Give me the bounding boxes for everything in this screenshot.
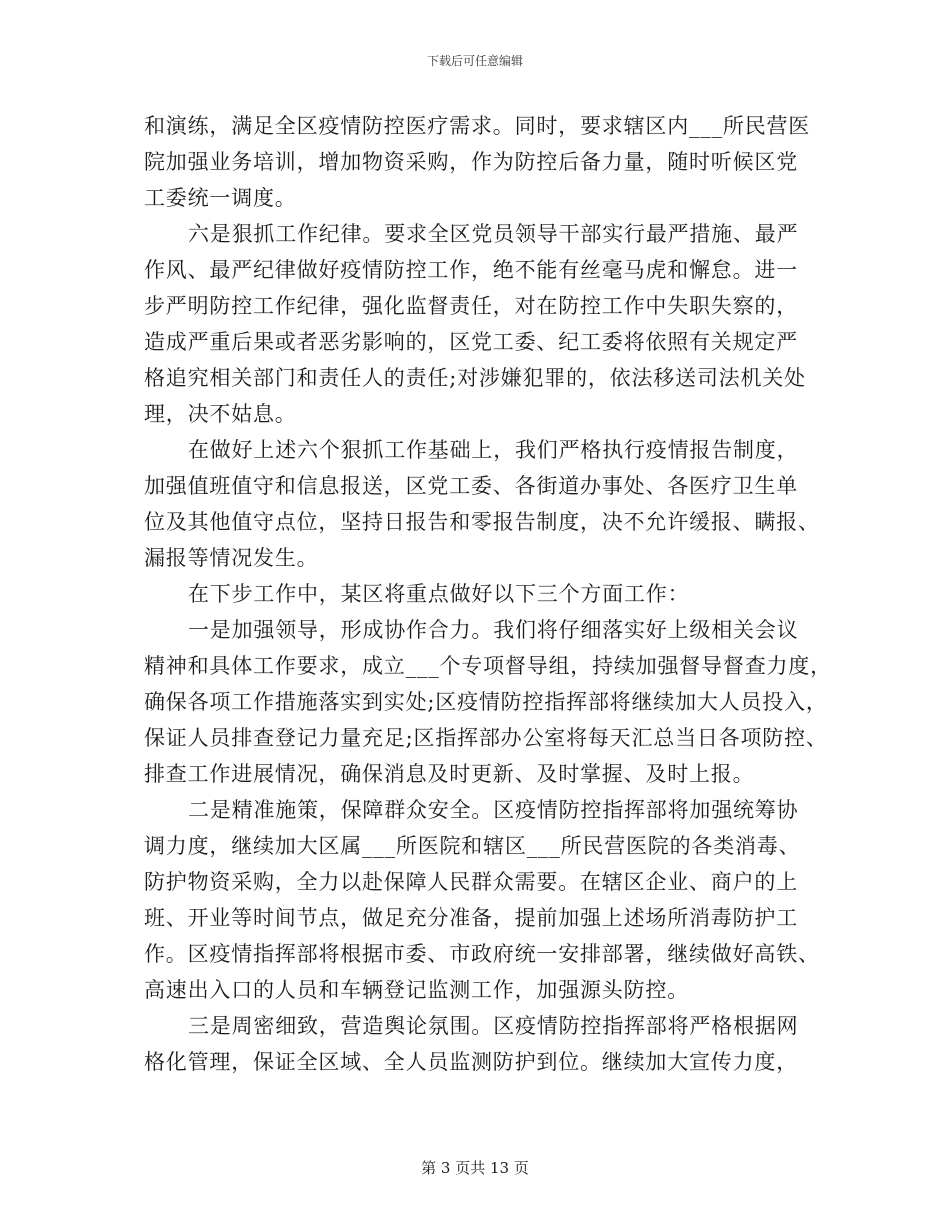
text-line: 一是加强领导，形成协作合力。我们将仔细落实好上级相关会议 <box>188 618 799 642</box>
text-line: 六是狠抓工作纪律。要求全区党员领导干部实行最严措施、最严 <box>188 222 799 246</box>
text-line: 和演练，满足全区疫情防控医疗需求。同时，要求辖区内___所民营医 <box>144 114 811 138</box>
page-footer: 第 3 页共 13 页 <box>421 1159 529 1177</box>
page-header: 下载后可任意编辑 <box>426 54 523 68</box>
text-line: 防护物资采购，全力以赴保障人民群众需要。在辖区企业、商户的上 <box>144 870 798 894</box>
text-line: 二是精准施策，保障群众安全。区疫情防控指挥部将加强统筹协 <box>188 798 799 822</box>
text-line: 作风、最严纪律做好疫情防控工作，绝不能有丝毫马虎和懈怠。进一 <box>144 258 798 282</box>
text-line: 加强值班值守和信息报送，区党工委、各街道办事处、各医疗卫生单 <box>144 474 798 498</box>
text-line: 造成严重后果或者恶劣影响的，区党工委、纪工委将依照有关规定严 <box>144 330 798 354</box>
text-line: 班、开业等时间节点，做足充分准备，提前加强上述场所消毒防护工 <box>144 906 798 930</box>
text-line: 格追究相关部门和责任人的责任;对涉嫌犯罪的，依法移送司法机关处 <box>144 366 806 390</box>
text-line: 理，决不姑息。 <box>144 402 297 426</box>
document-body <box>144 108 832 1080</box>
text-line: 作。区疫情指挥部将根据市委、市政府统一安排部署，继续做好高铁、 <box>144 942 820 966</box>
text-line: 排查工作进展情况，确保消息及时更新、及时掌握、及时上报。 <box>144 762 755 786</box>
text-line: 三是周密细致，营造舆论氛围。区疫情防控指挥部将严格根据网 <box>188 1014 799 1038</box>
text-line: 精神和具体工作要求，成立___个专项督导组，持续加强督导督查力度， <box>144 654 832 678</box>
text-line: 高速出入口的人员和车辆登记监测工作，加强源头防控。 <box>144 978 689 1002</box>
text-line: 格化管理，保证全区域、全人员监测防护到位。继续加大宣传力度， <box>144 1050 798 1074</box>
text-line: 工委统一调度。 <box>144 186 297 210</box>
text-line: 步严明防控工作纪律，强化监督责任，对在防控工作中失职失察的， <box>144 294 798 318</box>
text-line: 漏报等情况发生。 <box>144 546 319 570</box>
text-line: 调力度，继续加大区属___所医院和辖区___所民营医院的各类消毒、 <box>144 834 801 858</box>
text-line: 在下步工作中，某区将重点做好以下三个方面工作： <box>188 582 690 606</box>
text-line: 院加强业务培训，增加物资采购，作为防控后备力量，随时听候区党 <box>144 150 798 174</box>
text-line: 在做好上述六个狠抓工作基础上，我们严格执行疫情报告制度， <box>188 438 799 462</box>
text-line: 位及其他值守点位，坚持日报告和零报告制度，决不允许缓报、瞒报、 <box>144 510 820 534</box>
text-line: 保证人员排查登记力量充足;区指挥部办公室将每天汇总当日各项防控、 <box>144 726 828 750</box>
text-line: 确保各项工作措施落实到实处;区疫情防控指挥部将继续加大人员投入， <box>144 690 828 714</box>
